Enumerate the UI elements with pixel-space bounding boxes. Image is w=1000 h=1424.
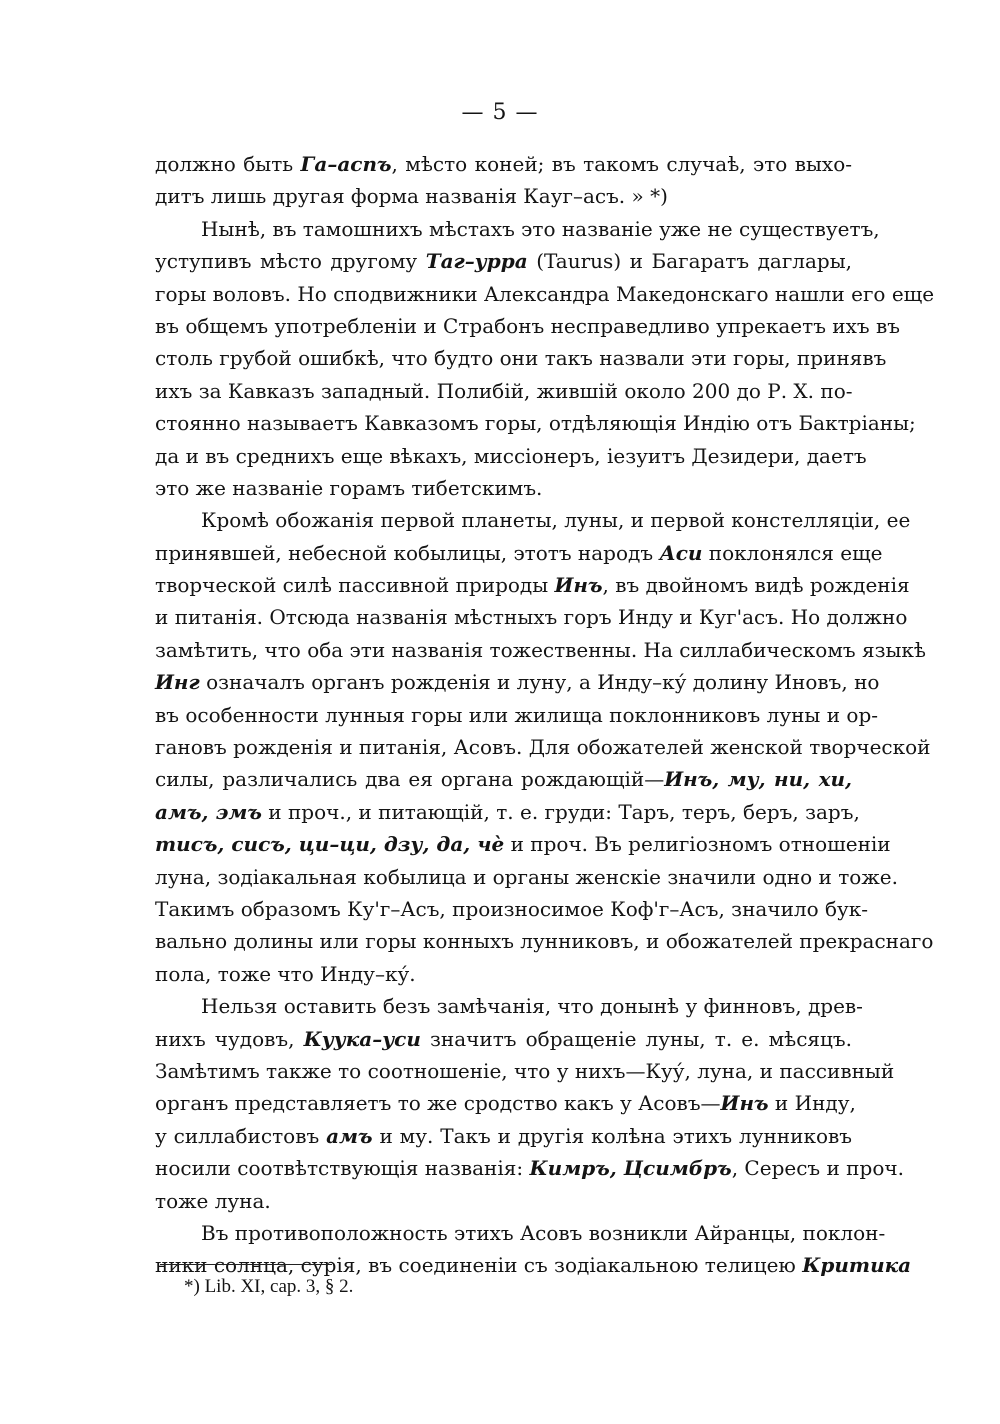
text-line: ники солнца, сурія, въ соединеніи съ зодіакальною телицею Критика [155, 1253, 912, 1278]
text-line: пола, тоже что Инду–ку́. [155, 961, 416, 986]
text-line: стоянно называетъ Кавказомъ горы, отдѣляющія Индію отъ Бактріаны; [155, 411, 916, 436]
text-line: въ особенности лунныя горы или жилища поклонниковъ луны и ор- [155, 702, 878, 727]
text-line: и питанія. Отсюда названія мѣстныхъ горъ Инду и Куг'асъ. Но должно [155, 605, 908, 630]
text-line: луна, зодіакальная кобылица и органы женскіе значили одно и тоже. [155, 864, 898, 889]
footnote-divider [160, 1264, 332, 1265]
footnote: *) Lib. XI, cap. 3, § 2. [184, 1276, 354, 1297]
text-line: у силлабистовъ амъ и му. Такъ и другія колѣна этихъ лунниковъ [155, 1123, 852, 1148]
text-line: Инг означалъ органъ рожденія и луну, а Инду–ку́ долину Иновъ, но [155, 670, 880, 695]
text-line: въ общемъ употребленіи и Страбонъ несправедливо упрекаетъ ихъ въ [155, 313, 900, 338]
text-line: должно быть Га–аспъ, мѣсто коней; въ такомъ случаѣ, это выхо- [155, 152, 852, 176]
text-line: Кромѣ обожанія первой планеты, луны, и первой констелляціи, ее [201, 508, 911, 533]
text-line: Замѣтимъ также то соотношеніе, что у нихъ—Куу́, луна, и пассивный [155, 1058, 895, 1083]
text-line: замѣтить, что оба эти названія тожественны. На силлабическомъ языкѣ [155, 637, 926, 662]
text-line: силы, различались два ея органа рождающій—Инъ, му, ни, хи, [155, 767, 852, 792]
text-line: нихъ чудовъ, Куука–уси значитъ обращеніе луны, т. е. мѣсяцъ. [155, 1026, 852, 1051]
text-line: это же названіе горамъ тибетскимъ. [155, 475, 543, 500]
text-line: столь грубой ошибкѣ, что будто они такъ назвали эти горы, принявъ [155, 346, 887, 371]
text-line: вально долины или горы конныхъ лунниковъ, и обожателей прекраснаго [155, 929, 934, 954]
text-line: Нынѣ, въ тамошнихъ мѣстахъ это названіе уже не существуетъ, [201, 216, 880, 241]
text-line: тисъ, сисъ, ци–ци, дзу, да, чѐ и проч. Въ религіозномъ отношеніи [155, 832, 891, 857]
text-line: Въ противоположность этихъ Асовъ возникли Айранцы, поклон- [201, 1220, 886, 1245]
text-line: носили соотвѣтствующія названія: Кимръ, Цсимбръ, Сересъ и проч. [155, 1156, 904, 1181]
text-line: творческой силѣ пассивной природы Инъ, въ двойномъ видѣ рожденія [155, 573, 910, 598]
text-line: амъ, эмъ и проч., и питающій, т. е. груди: Таръ, теръ, беръ, заръ, [155, 799, 860, 824]
text-line: горы воловъ. Но сподвижники Александра Македонскаго нашли его еще [155, 281, 935, 306]
text-line: Нельзя оставить безъ замѣчанія, что донынѣ у финновъ, древ- [201, 994, 863, 1019]
text-line: да и въ среднихъ еще вѣкахъ, миссіонеръ, іезуитъ Дезидери, даетъ [155, 443, 867, 468]
text-line: принявшей, небесной кобылицы, этотъ народъ Аси поклонялся еще [155, 540, 883, 565]
text-line: тоже луна. [155, 1188, 271, 1213]
text-line: уступивъ мѣсто другому Таг–урра (Taurus) и Багаратъ даглары, [155, 249, 853, 274]
text-line: Такимъ образомъ Ку'г–Асъ, произносимое Коф'г–Асъ, значило бук- [155, 896, 869, 921]
page-number: — 5 — [461, 100, 539, 125]
text-line: органъ представляетъ то же сродство какъ у Асовъ—Инъ и Инду, [155, 1091, 856, 1116]
text-line: гановъ рожденія и питанія, Асовъ. Для обожателей женской творческой [155, 735, 931, 760]
text-line: дитъ лишь другая форма названія Кауг–асъ. » *) [155, 184, 668, 209]
text-line: ихъ за Кавказъ западный. Полибій, жившій около 200 до Р. Х. по- [155, 378, 853, 403]
body-text [155, 148, 935, 1282]
